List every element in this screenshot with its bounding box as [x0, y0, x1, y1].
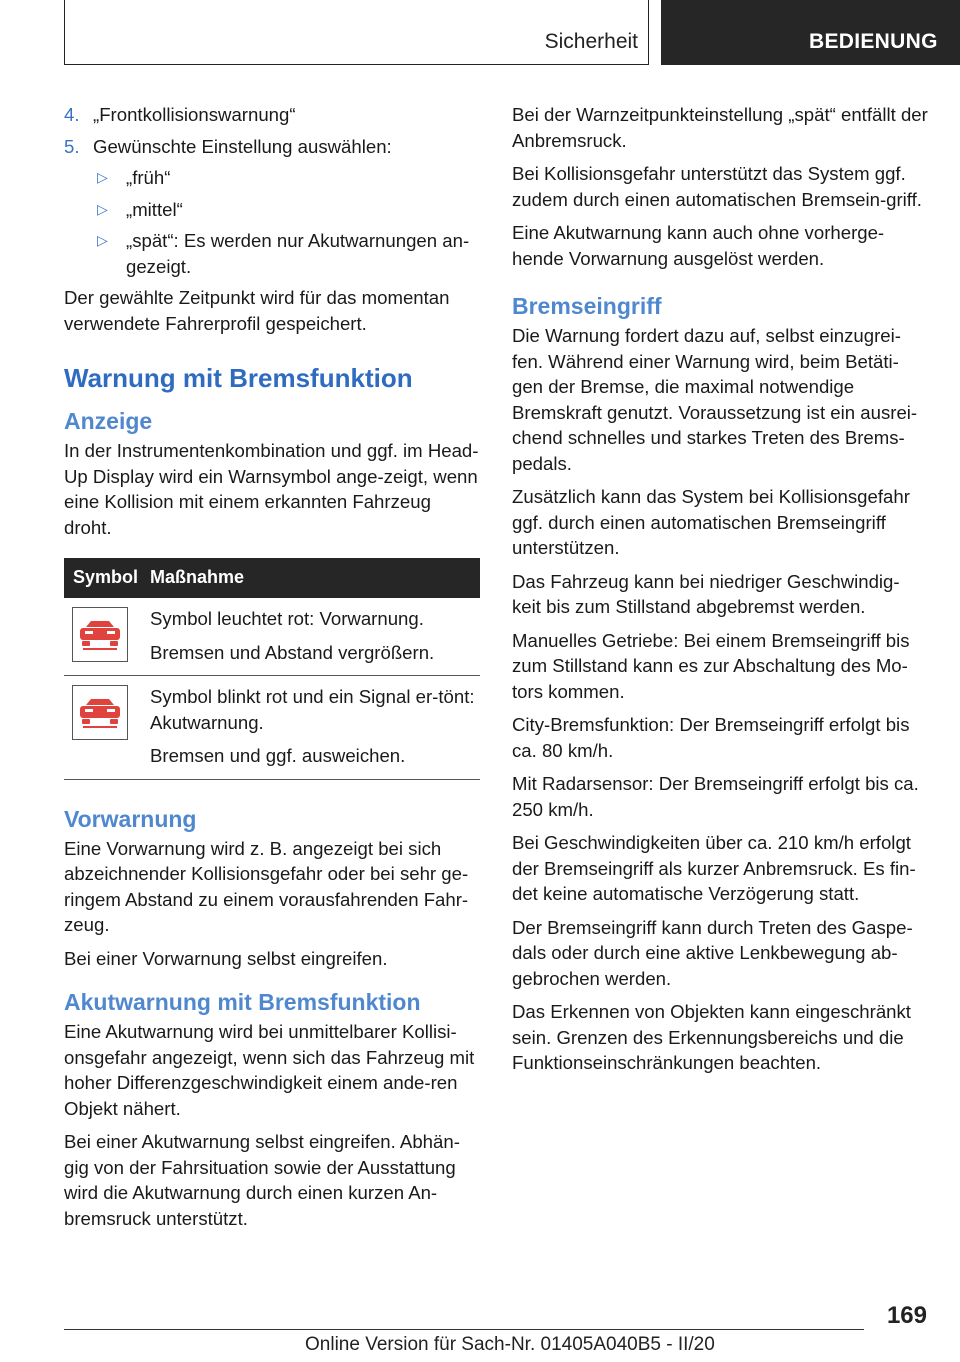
paragraph: Mit Radarsensor: Der Bremseingriff erfolgt bis ca. 250 km/h. — [512, 773, 919, 820]
left-column — [64, 102, 482, 1239]
paragraph: City-Bremsfunktion: Der Bremseingriff erfolgt bis ca. 80 km/h. — [512, 714, 910, 761]
list-number: 4. — [64, 104, 80, 125]
header-chapter-tab — [661, 0, 960, 65]
paragraph: Der gewählte Zeitpunkt wird für das momentan verwendete Fahrerprofil gespeichert. — [64, 287, 450, 334]
table-header-symbol: Symbol — [64, 558, 150, 598]
paragraph: Das Fahrzeug kann bei niedriger Geschwindig-keit bis zum Stillstand abgebremst werden. — [512, 570, 900, 617]
table-cell-text: Symbol leuchtet rot: Vorwarnung. — [150, 608, 424, 629]
paragraph: Eine Akutwarnung wird bei unmittelbarer Kollisi-onsgefahr angezeigt, wenn sich das Fahrzeug mit hoher Differenzgeschwindigkeit einem ande-ren Objekt nähert. — [64, 1021, 475, 1119]
table-cell-text: Symbol blinkt rot und ein Signal er-tönt: Akutwarnung. — [150, 686, 475, 733]
table-cell-text: Bremsen und Abstand vergrößern. — [150, 641, 435, 663]
paragraph: Der Bremseingriff kann durch Treten des Gaspe-dals oder durch eine aktive Lenkbewegung ab-gebrochen werden. — [512, 916, 913, 989]
table-cell-text: Bremsen und ggf. ausweichen. — [150, 745, 406, 766]
paragraph: Bei der Warnzeitpunkteinstellung „spät“ entfällt der Anbremsruck. — [512, 104, 928, 151]
bullet-item — [64, 165, 482, 191]
table-row — [64, 676, 480, 780]
heading-anzeige: Anzeige — [64, 408, 153, 434]
bullet-item — [64, 197, 482, 223]
heading-warnung-mit-bremsfunktion: Warnung mit Bremsfunktion — [64, 363, 413, 393]
paragraph: Bei einer Vorwarnung selbst eingreifen. — [64, 947, 388, 969]
heading-bremseingriff: Bremseingriff — [512, 293, 662, 319]
list-text: „Frontkollisionswarnung“ — [93, 104, 296, 125]
list-item — [64, 134, 482, 160]
car-collision-warning-icon — [72, 607, 128, 662]
paragraph: Das Erkennen von Objekten kann eingeschränkt sein. Grenzen des Erkennungsbereichs und die Funktionseinschränkungen beachten. — [512, 1001, 911, 1073]
paragraph: Die Warnung fordert dazu auf, selbst einzugrei-fen. Während einer Warnung wird, beim Betäti-gen der Bremse, die maximal notwendige Bremskraft genutzt. Voraussetzung ist ein ausrei-chend schnelles und starkes Treten des Brems-pedals. — [512, 325, 918, 474]
car-collision-warning-icon — [72, 685, 128, 740]
paragraph: Manuelles Getriebe: Bei einem Bremseingriff bis zum Stillstand kann es zur Abschaltung des Mo-tors kommen. — [512, 629, 910, 702]
paragraph: Zusätzlich kann das System bei Kollisionsgefahr ggf. durch einen automatischen Bremseingriff unterstützen. — [512, 486, 910, 558]
header-chapter-label: BEDIENUNG — [809, 30, 938, 53]
header-section-title: Sicherheit — [544, 30, 638, 53]
paragraph: In der Instrumentenkombination und ggf. im Head-Up Display wird ein Warnsymbol ange-zeigt, wenn eine Kollision mit einem erkannten Fahrzeug droht. — [64, 440, 479, 538]
triangle-bullet-icon: ▷ — [97, 232, 108, 248]
symbol-table — [64, 558, 480, 780]
bullet-text: „spät“: Es werden nur Akutwarnungen an-gezeigt. — [126, 230, 470, 277]
page-number: 169 — [886, 1302, 927, 1329]
heading-akutwarnung: Akutwarnung mit Bremsfunktion — [64, 989, 421, 1015]
footer-online-version: Online Version für Sach-Nr. 01405A040B5 - II/20 — [305, 1334, 715, 1355]
heading-vorwarnung: Vorwarnung — [64, 805, 197, 832]
footer-divider — [64, 1329, 864, 1330]
table-header-action: Maßnahme — [150, 558, 480, 598]
triangle-bullet-icon: ▷ — [97, 169, 108, 185]
bullet-text: „früh“ — [126, 167, 171, 188]
table-row — [64, 598, 480, 676]
bullet-item — [64, 228, 482, 279]
list-number: 5. — [64, 135, 80, 157]
list-text: Gewünschte Einstellung auswählen: — [93, 135, 392, 157]
list-item — [64, 102, 482, 128]
bullet-text: „mittel“ — [126, 198, 183, 220]
paragraph: Bei einer Akutwarnung selbst eingreifen. Abhän-gig von der Fahrsituation sowie der Ausstattung wird die Akutwarnung durch einen kurzen An-bremsruck unterstützt. — [64, 1131, 460, 1229]
table-header-row — [64, 558, 480, 598]
paragraph: Eine Akutwarnung kann auch ohne vorherge-hende Vorwarnung ausgelöst werden. — [512, 222, 885, 269]
paragraph: Bei Kollisionsgefahr unterstützt das System ggf. zudem durch einen automatischen Bremsein-griff. — [512, 163, 922, 210]
right-column — [512, 102, 928, 1084]
paragraph: Bei Geschwindigkeiten über ca. 210 km/h erfolgt der Bremseingriff als kurzer Anbremsruck. Es fin-det keine automatische Verzögerung statt. — [512, 832, 916, 904]
paragraph: Eine Vorwarnung wird z. B. angezeigt bei sich abzeichnender Kollisionsgefahr oder bei sehr ge-ringem Abstand zu einem vorausfahrenden Fahr-zeug. — [64, 837, 469, 935]
triangle-bullet-icon: ▷ — [97, 200, 108, 217]
